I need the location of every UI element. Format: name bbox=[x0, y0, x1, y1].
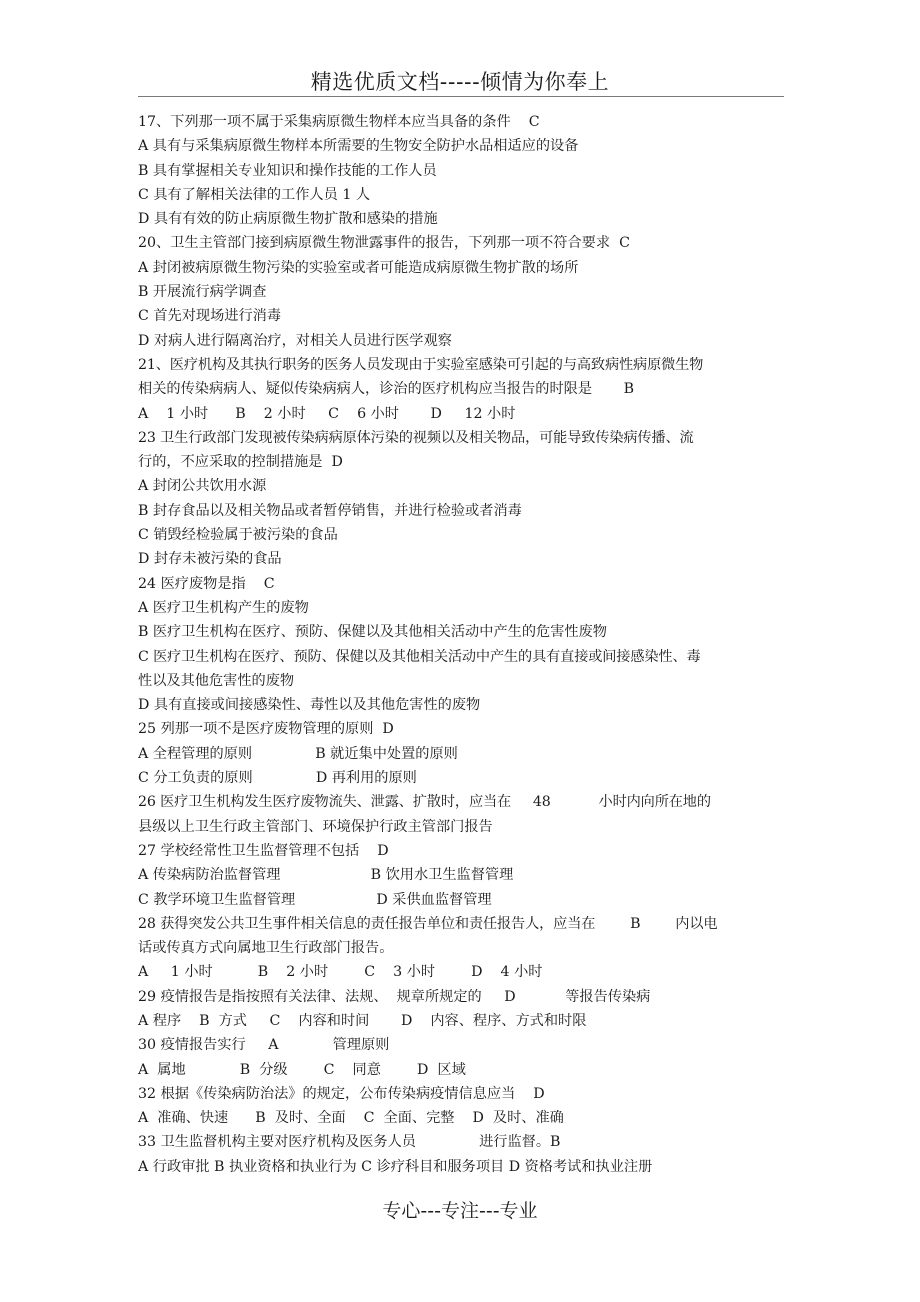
option-line: A 传染病防治监督管理 B 饮用水卫生监督管理 bbox=[138, 867, 514, 884]
option-line: D 具有直接或间接感染性、毒性以及其他危害性的废物 bbox=[138, 697, 481, 714]
option-line: A 封闭公共饮用水源 bbox=[138, 478, 267, 495]
question-28: 28 获得突发公共卫生事件相关信息的责任报告单位和责任报告人，应当在 B 内以电 bbox=[138, 915, 718, 932]
page-header-title: 精选优质文档-----倾情为你奉上 bbox=[310, 70, 610, 94]
option-line: A 具有与采集病原微生物样本所需要的生物安全防护水品相适应的设备 bbox=[138, 138, 579, 155]
question-20: 20、卫生主管部门接到病原微生物泄露事件的报告，下列那一项不符合要求 C bbox=[138, 235, 630, 252]
page-footer: 专心---专注---专业 bbox=[382, 1200, 538, 1222]
option-line: C 教学环境卫生监督管理 D 采供血监督管理 bbox=[138, 891, 492, 908]
option-line: A 属地 B 分级 C 同意 D 区域 bbox=[138, 1061, 466, 1078]
header-divider bbox=[138, 96, 784, 97]
option-line: A 准确、快速 B 及时、全面 C 全面、完整 D 及时、准确 bbox=[138, 1110, 564, 1127]
question-33: 33 卫生监督机构主要对医疗机构及医务人员 进行监督。B bbox=[138, 1134, 561, 1151]
option-line: A 医疗卫生机构产生的废物 bbox=[138, 599, 309, 616]
question-21: 21、医疗机构及其执行职务的医务人员发现由于实验室感染可引起的与高致病性病原微生物 bbox=[138, 356, 704, 373]
option-line: C 医疗卫生机构在医疗、预防、保健以及其他相关活动中产生的具有直接或间接感染性、毒 bbox=[138, 648, 701, 665]
option-line: B 医疗卫生机构在医疗、预防、保健以及其他相关活动中产生的危害性废物 bbox=[138, 624, 607, 641]
question-30: 30 疫情报告实行 A 管理原则 bbox=[138, 1037, 390, 1054]
option-line: D 对病人进行隔离治疗，对相关人员进行医学观察 bbox=[138, 332, 452, 349]
option-line: B 封存食品以及相关物品或者暂停销售，并进行检验或者消毒 bbox=[138, 502, 522, 519]
option-line: A 程序 B 方式 C 内容和时间 D 内容、程序、方式和时限 bbox=[138, 1012, 587, 1029]
option-line: A 1 小时 B 2 小时 C 3 小时 D 4 小时 bbox=[138, 964, 543, 981]
option-line: A 封闭被病原微生物污染的实验室或者可能造成病原微生物扩散的场所 bbox=[138, 259, 579, 276]
option-line: A 全程管理的原则 B 就近集中处置的原则 bbox=[138, 745, 458, 762]
option-line: B 开展流行病学调查 bbox=[138, 284, 267, 301]
question-25: 25 列那一项不是医疗废物管理的原则 D bbox=[138, 721, 394, 738]
option-line: D 具有有效的防止病原微生物扩散和感染的措施 bbox=[138, 211, 438, 228]
question-29: 29 疫情报告是指按照有关法律、法规、 规章所规定的 D 等报告传染病 bbox=[138, 988, 651, 1005]
option-line: C 分工负责的原则 D 再利用的原则 bbox=[138, 770, 417, 787]
question-text-continued: 行的，不应采取的控制措施是 D bbox=[138, 454, 343, 471]
option-line: D 封存未被污染的食品 bbox=[138, 551, 282, 568]
question-32: 32 根据《传染病防治法》的规定，公布传染病疫情信息应当 D bbox=[138, 1085, 545, 1102]
option-line: B 具有掌握相关专业知识和操作技能的工作人员 bbox=[138, 162, 437, 179]
question-17: 17、下列那一项不属于采集病原微生物样本应当具备的条件 C bbox=[138, 114, 540, 130]
question-text-continued: 县级以上卫生行政主管部门、环境保护行政主管部门报告 bbox=[138, 818, 493, 835]
document-body bbox=[138, 110, 790, 1179]
option-line: C 首先对现场进行消毒 bbox=[138, 308, 282, 325]
question-26: 26 医疗卫生机构发生医疗废物流失、泄露、扩散时，应当在 48 小时内向所在地的 bbox=[138, 794, 711, 811]
option-line: C 销毁经检验属于被污染的食品 bbox=[138, 527, 338, 544]
question-text-continued: 相关的传染病病人、疑似传染病病人，诊治的医疗机构应当报告的时限是 B bbox=[138, 381, 634, 398]
option-text-continued: 性以及其他危害性的废物 bbox=[138, 672, 295, 689]
question-27: 27 学校经常性卫生监督管理不包括 D bbox=[138, 842, 389, 859]
question-text-continued: 话或传真方式向属地卫生行政部门报告。 bbox=[138, 940, 394, 957]
question-24: 24 医疗废物是指 C bbox=[138, 575, 275, 592]
option-line: A 1 小时 B 2 小时 C 6 小时 D 12 小时 bbox=[138, 405, 516, 422]
option-line: C 具有了解相关法律的工作人员 1 人 bbox=[138, 186, 371, 203]
question-23: 23 卫生行政部门发现被传染病病原体污染的视频以及相关物品，可能导致传染病传播、流 bbox=[138, 429, 694, 446]
option-line: A 行政审批 B 执业资格和执业行为 C 诊疗科目和服务项目 D 资格考试和执业注册 bbox=[138, 1158, 653, 1175]
